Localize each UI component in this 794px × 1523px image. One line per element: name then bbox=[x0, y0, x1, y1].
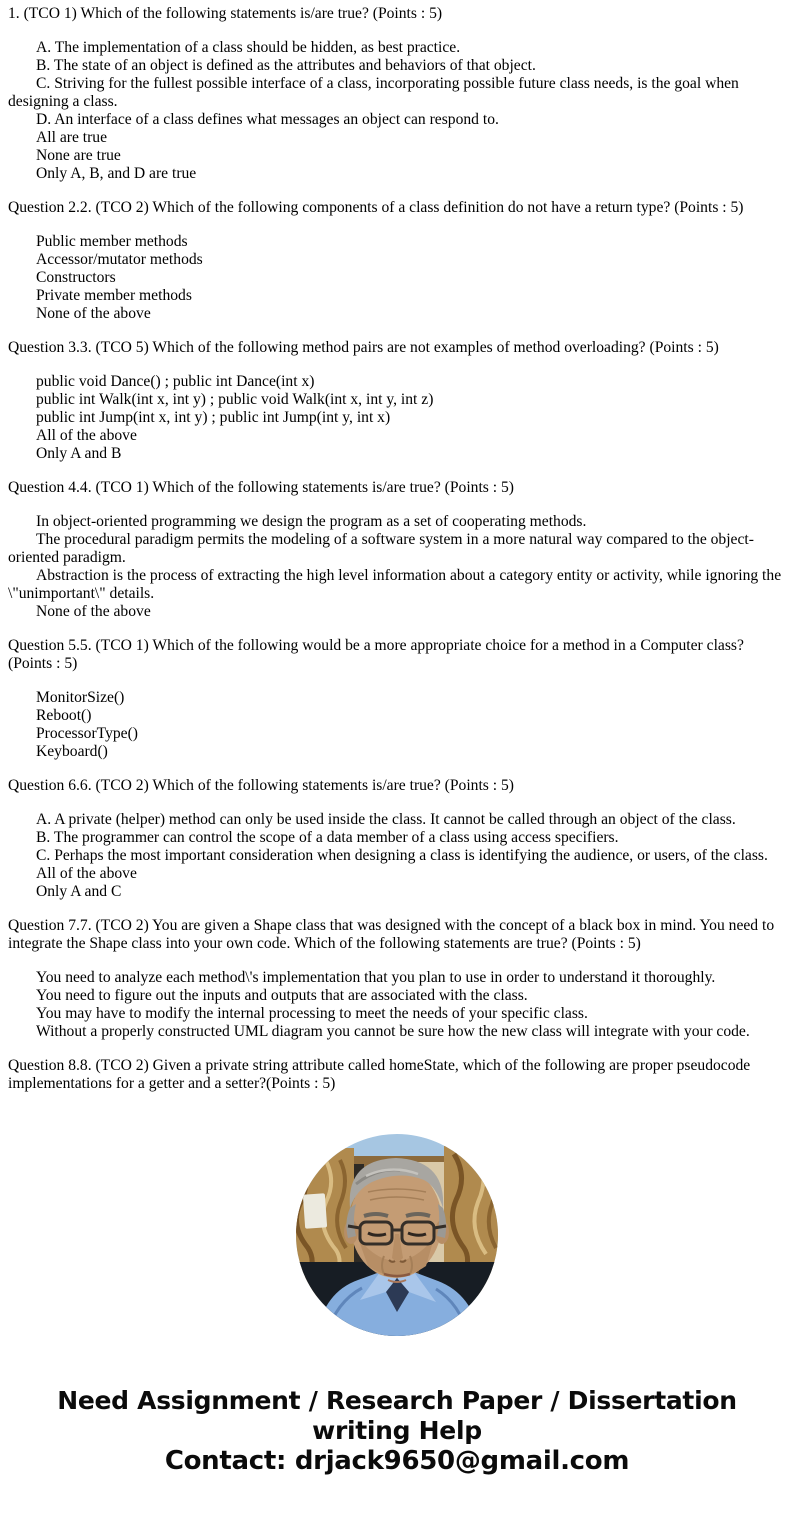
help-heading-line1: Need Assignment / Research Paper / Dissertation bbox=[57, 1386, 737, 1415]
answer-option: Constructors bbox=[36, 269, 116, 286]
answer-option: You may have to modify the internal processing to meet the needs of your specific class. bbox=[36, 1005, 588, 1022]
answer-option: public void Dance() ; public int Dance(int x) bbox=[36, 373, 315, 390]
answer-option: Only A and C bbox=[36, 883, 122, 900]
question-text: Question 5.5. (TCO 1) Which of the following would be a more appropriate choice for a method in a Computer class? (Points : 5) bbox=[8, 637, 744, 672]
answer-option: B. The programmer can control the scope of a data member of a class using access specifiers. bbox=[36, 829, 619, 846]
question-text: Question 7.7. (TCO 2) You are given a Shape class that was designed with the concept of a black box in mind. You need to integrate the Shape class into your own code. Which of the following statements are true? (Points : 5) bbox=[8, 917, 775, 952]
question-text: Question 3.3. (TCO 5) Which of the following method pairs are not examples of method overloading? (Points : 5) bbox=[8, 339, 719, 356]
answer-option: C. Striving for the fullest possible interface of a class, incorporating possible future class needs, is the goal when designing a class. bbox=[8, 75, 739, 110]
answer-option: public int Walk(int x, int y) ; public void Walk(int x, int y, int z) bbox=[36, 391, 434, 408]
answer-option: You need to analyze each method\'s implementation that you plan to use in order to understand it thoroughly. bbox=[36, 969, 716, 986]
answer-option: public int Jump(int x, int y) ; public int Jump(int y, int x) bbox=[36, 409, 391, 426]
answer-option: The procedural paradigm permits the modeling of a software system in a more natural way compared to the object-oriented paradigm. bbox=[8, 531, 754, 566]
portrait-illustration bbox=[296, 1134, 498, 1336]
answer-option: Only A, B, and D are true bbox=[36, 165, 197, 182]
answer-option: Only A and B bbox=[36, 445, 122, 462]
question-text: Question 4.4. (TCO 1) Which of the following statements is/are true? (Points : 5) bbox=[8, 479, 514, 496]
answer-option: ProcessorType() bbox=[36, 725, 138, 742]
answer-option: All are true bbox=[36, 129, 108, 146]
answer-option: None of the above bbox=[36, 603, 151, 620]
answer-option: MonitorSize() bbox=[36, 689, 125, 706]
contact-email: Contact: drjack9650@gmail.com bbox=[164, 1446, 630, 1476]
question-text: Question 2.2. (TCO 2) Which of the following components of a class definition do not have a return type? (Points : 5) bbox=[8, 199, 744, 216]
question-text: Question 8.8. (TCO 2) Given a private string attribute called homeState, which of the following are proper pseudocode implementations for a getter and a setter?(Points : 5) bbox=[8, 1057, 751, 1092]
answer-option: You need to figure out the inputs and outputs that are associated with the class. bbox=[36, 987, 528, 1004]
answer-option: D. An interface of a class defines what messages an object can respond to. bbox=[36, 111, 499, 128]
help-heading-line2: writing Help bbox=[312, 1416, 482, 1445]
question-text: Question 6.6. (TCO 2) Which of the following statements is/are true? (Points : 5) bbox=[8, 777, 514, 794]
instructor-photo bbox=[296, 1134, 498, 1336]
answer-option: A. A private (helper) method can only be used inside the class. It cannot be called through an object of the class. bbox=[36, 811, 736, 828]
answer-option: B. The state of an object is defined as the attributes and behaviors of that object. bbox=[36, 57, 536, 74]
footer-ad bbox=[0, 1386, 794, 1476]
question-text: 1. (TCO 1) Which of the following statements is/are true? (Points : 5) bbox=[8, 5, 443, 22]
answer-option: Abstraction is the process of extracting the high level information about a category entity or activity, while ignoring the \"unimportant\" details. bbox=[8, 567, 782, 602]
answer-option: None of the above bbox=[36, 305, 151, 322]
answer-option: Without a properly constructed UML diagram you cannot be sure how the new class will integrate with your code. bbox=[36, 1023, 750, 1040]
answer-option: All of the above bbox=[36, 427, 137, 444]
answer-option: None are true bbox=[36, 147, 121, 164]
answer-option: Reboot() bbox=[36, 707, 92, 724]
answer-option: All of the above bbox=[36, 865, 137, 882]
answer-option: Private member methods bbox=[36, 287, 192, 304]
answer-option: A. The implementation of a class should be hidden, as best practice. bbox=[36, 39, 461, 56]
answer-option: Accessor/mutator methods bbox=[36, 251, 203, 268]
answer-option: In object-oriented programming we design the program as a set of cooperating methods. bbox=[36, 513, 587, 530]
answer-option: Keyboard() bbox=[36, 743, 108, 760]
answer-option: C. Perhaps the most important consideration when designing a class is identifying the audience, or users, of the class. bbox=[36, 847, 768, 864]
answer-option: Public member methods bbox=[36, 233, 188, 250]
